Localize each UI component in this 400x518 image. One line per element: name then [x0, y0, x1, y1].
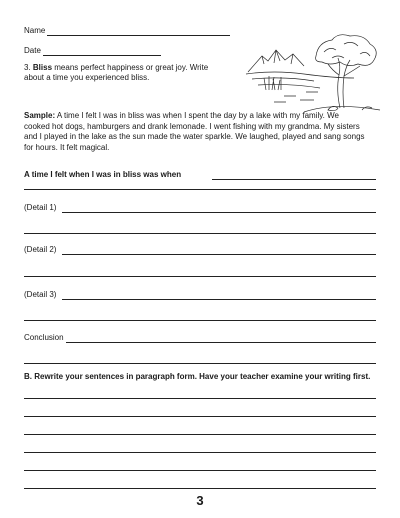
detail-1-line-2[interactable]: [24, 233, 376, 234]
answer-line-a1[interactable]: [212, 179, 376, 180]
answer-line-a2[interactable]: [24, 189, 376, 190]
prompt-line-1: [24, 63, 208, 73]
conclusion-line-1[interactable]: [66, 342, 376, 343]
conclusion-line-2[interactable]: [24, 363, 376, 364]
detail-1-label: (Detail 1): [24, 203, 57, 212]
lake-landscape-icon: [244, 30, 382, 116]
paragraph-line-2[interactable]: [24, 416, 376, 417]
name-field[interactable]: [47, 35, 230, 36]
sample-label: Sample:: [24, 111, 56, 120]
detail-3-line-1[interactable]: [62, 299, 376, 300]
sample-line-4: for hours. It felt magical.: [24, 142, 110, 152]
sample-line-1: Sample: A time I felt I was in bliss was when I spent the day by a lake with my family. We: [24, 111, 339, 120]
date-label: Date: [24, 46, 41, 55]
detail-3-label: (Detail 3): [24, 290, 57, 299]
paragraph-line-3[interactable]: [24, 434, 376, 435]
paragraph-line-6[interactable]: [24, 488, 376, 489]
sample-paragraph: [24, 111, 384, 153]
prompt-number: 3.: [24, 63, 31, 72]
paragraph-line-4[interactable]: [24, 452, 376, 453]
name-label: Name: [24, 26, 46, 35]
page-number: 3: [196, 493, 204, 508]
detail-3-line-2[interactable]: [24, 320, 376, 321]
prompt-word: Bliss: [32, 63, 53, 72]
conclusion-label: Conclusion: [24, 333, 64, 342]
detail-2-line-1[interactable]: [62, 254, 376, 255]
paragraph-line-1[interactable]: [24, 398, 376, 399]
detail-1-line-1[interactable]: [62, 212, 376, 213]
paragraph-line-5[interactable]: [24, 470, 376, 471]
prompt-definition: means perfect happiness or great joy. Write: [52, 63, 209, 72]
section-a-prompt: A time I felt when I was in bliss was when: [24, 170, 182, 179]
sample-line-2: cooked hot dogs, hamburgers and drank lemonade. I went fishing with my grandma. My sisters: [24, 121, 360, 131]
detail-2-line-2[interactable]: [24, 276, 376, 277]
date-field[interactable]: [43, 55, 161, 56]
section-b-instruction: B. Rewrite your sentences in paragraph form. Have your teacher examine your writing first.: [24, 372, 371, 381]
prompt-line-2: about a time you experienced bliss.: [24, 73, 150, 82]
detail-2-label: (Detail 2): [24, 245, 57, 254]
sample-line-3: and I played in the lake as the sun made the water sparkle. We laughed, played and sang songs: [24, 132, 365, 141]
